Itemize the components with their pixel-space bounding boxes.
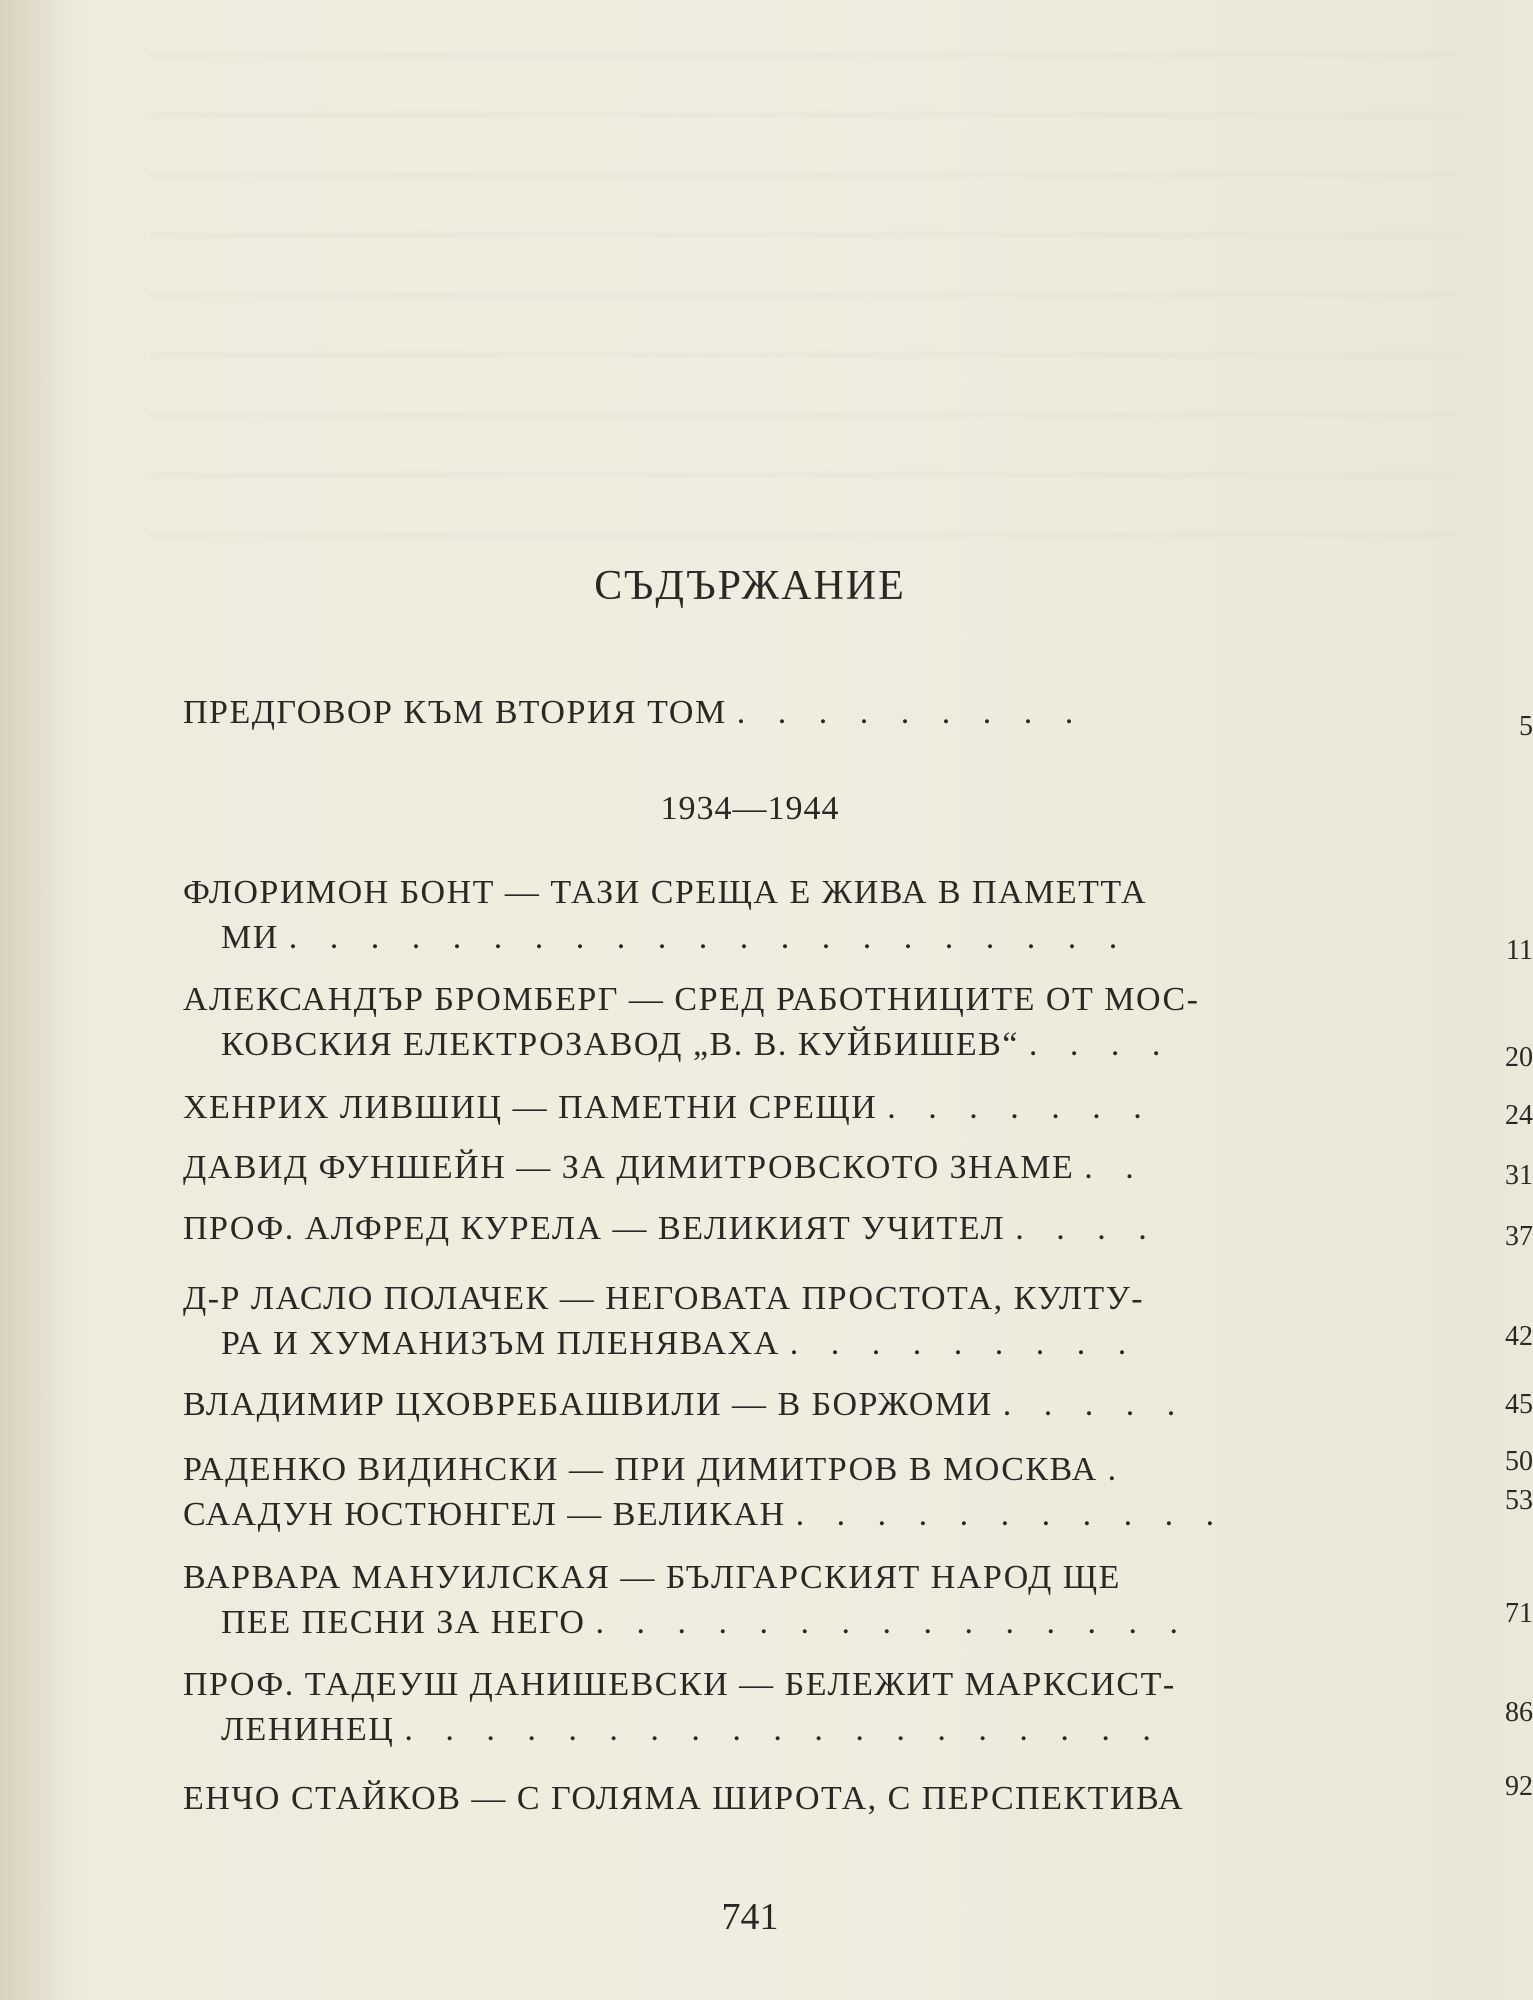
toc-entry-line: ПРОФ. ТАДЕУШ ДАНИШЕВСКИ — БЕЛЕЖИТ МАРКСИСТ- xyxy=(183,1666,1176,1703)
leader-dots: . . . . . . . . . xyxy=(789,1325,1139,1362)
toc-entry-line: КОВСКИЯ ЕЛЕКТРОЗАВОД „В. В. КУЙБИШЕВ“ xyxy=(221,1026,1019,1063)
toc-page-number: 11 xyxy=(1506,935,1533,966)
toc-page-number: 45 xyxy=(1505,1389,1533,1420)
toc-entry-text: РАДЕНКО ВИДИНСКИ — ПРИ ДИМИТРОВ В МОСКВА xyxy=(183,1451,1098,1488)
toc-page-number: 20 xyxy=(1505,1042,1533,1073)
toc-page-number: 42 xyxy=(1505,1321,1533,1352)
toc-entry[interactable] xyxy=(183,1276,1533,1366)
leader-dots: . . . . . . . . . . . . . . . . . . . . . xyxy=(288,919,1130,956)
leader-dots: . . . . . . . . . . . xyxy=(795,1496,1227,1533)
leader-dots: . . . . . . . . . . . . . . . xyxy=(595,1604,1190,1641)
toc-entry-text: ПРЕДГОВОР КЪМ ВТОРИЯ ТОМ xyxy=(183,694,727,731)
toc-entry-text: ДАВИД ФУНШЕЙН — ЗА ДИМИТРОВСКОТО ЗНАМЕ xyxy=(183,1149,1075,1186)
page-number-folio: 741 xyxy=(721,1896,779,1938)
toc-page-number: 24 xyxy=(1505,1100,1533,1131)
toc-entry[interactable] xyxy=(183,1555,1533,1645)
toc-entry[interactable] xyxy=(183,870,1533,966)
leader-dots: . xyxy=(1107,1451,1129,1488)
leader-dots: . . xyxy=(1084,1149,1146,1186)
show-through-text xyxy=(150,20,1460,540)
toc-entry-text: ПРОФ. АЛФРЕД КУРЕЛА — ВЕЛИКИЯТ УЧИТЕЛ xyxy=(183,1210,1006,1247)
toc-entry[interactable] xyxy=(183,1145,1533,1191)
toc-entry-line: РА И ХУМАНИЗЪМ ПЛЕНЯВАХА xyxy=(221,1325,780,1362)
leader-dots: . . . . . . . xyxy=(887,1089,1154,1126)
toc-page-number: 92 xyxy=(1505,1771,1533,1802)
toc-entry[interactable] xyxy=(183,1446,1533,1492)
toc-page-number: 37 xyxy=(1505,1221,1533,1252)
toc-entry[interactable] xyxy=(183,1382,1533,1427)
leader-dots: . . . . xyxy=(1015,1210,1159,1247)
page-title: СЪДЪРЖАНИЕ xyxy=(594,563,906,609)
toc-page-number: 71 xyxy=(1505,1598,1533,1629)
toc-page-number: 31 xyxy=(1505,1160,1533,1191)
toc-entry-text: ХЕНРИХ ЛИВШИЦ — ПАМЕТНИ СРЕЩИ xyxy=(183,1089,878,1126)
leader-dots: . . . . . . . . . xyxy=(736,694,1086,731)
toc-entry-line: ВАРВАРА МАНУИЛСКАЯ — БЪЛГАРСКИЯТ НАРОД ЩЕ xyxy=(183,1559,1121,1596)
toc-page-number: 50 xyxy=(1505,1446,1533,1477)
leader-dots: . . . . . . . . . . . . . . . . . . . xyxy=(404,1711,1163,1748)
toc-entry[interactable] xyxy=(183,1085,1533,1131)
toc-entry-preface[interactable] xyxy=(183,690,1533,742)
toc-entry-line: ЛЕНИНЕЦ xyxy=(221,1711,395,1748)
toc-page-number: 5 xyxy=(1519,711,1533,742)
toc-entry[interactable] xyxy=(183,1206,1533,1252)
toc-entry-line: ПЕЕ ПЕСНИ ЗА НЕГО xyxy=(221,1604,586,1641)
toc-page-number: 53 xyxy=(1505,1485,1533,1516)
page-gutter-shadow xyxy=(0,0,60,2000)
toc-entry-text: СААДУН ЮСТЮНГЕЛ — ВЕЛИКАН xyxy=(183,1496,786,1533)
leader-dots: . . . . . xyxy=(1002,1386,1188,1423)
toc-entry-line: МИ xyxy=(221,919,279,956)
toc-page-number: 86 xyxy=(1505,1697,1533,1728)
section-heading: 1934—1944 xyxy=(660,790,840,827)
toc-entry-line: Д-Р ЛАСЛО ПОЛАЧЕК — НЕГОВАТА ПРОСТОТА, КУЛТУ- xyxy=(183,1280,1145,1317)
toc-entry[interactable] xyxy=(183,1662,1533,1752)
toc-entry-line: ФЛОРИМОН БОНТ — ТАЗИ СРЕЩА Е ЖИВА В ПАМЕТТА xyxy=(183,874,1148,911)
leader-dots: . . . . xyxy=(1028,1026,1173,1063)
toc-entry[interactable] xyxy=(183,1771,1533,1821)
toc-entry[interactable] xyxy=(183,1485,1533,1537)
toc-entry-text: ВЛАДИМИР ЦХОВРЕБАШВИЛИ — В БОРЖОМИ xyxy=(183,1386,993,1423)
toc-entry-text: ЕНЧО СТАЙКОВ — С ГОЛЯМА ШИРОТА, С ПЕРСПЕКТИВА xyxy=(183,1780,1185,1817)
toc-entry-line: АЛЕКСАНДЪР БРОМБЕРГ — СРЕД РАБОТНИЦИТЕ ОТ МОС- xyxy=(183,981,1200,1018)
toc-entry[interactable] xyxy=(183,977,1533,1073)
